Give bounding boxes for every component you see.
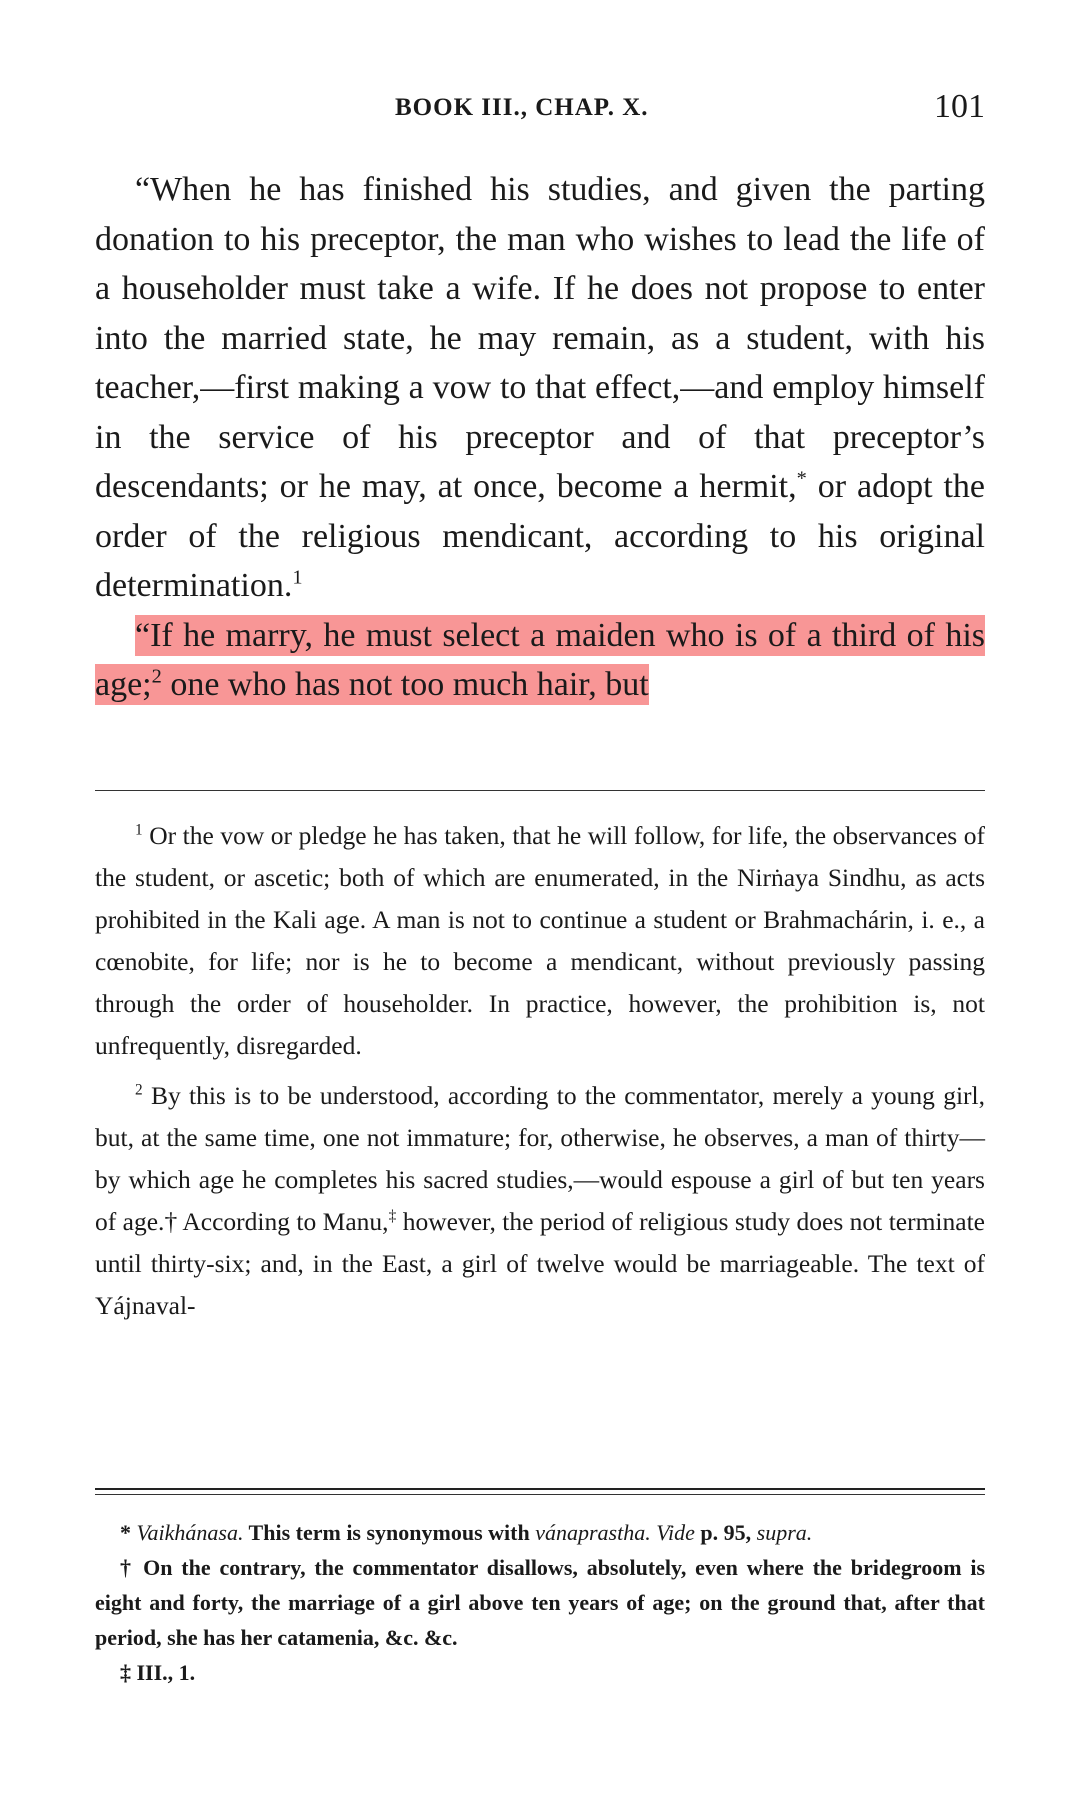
footnote-divider [95,790,985,791]
sidenotes [95,1515,985,1690]
footnote-ref-1[interactable]: 1 [292,566,303,589]
double-dagger-ref[interactable]: ‡ [388,1207,397,1225]
page-header [95,88,985,128]
footnote-2: $^2$ By this is to be understood, according to the commentator, merely a young girl, but, at the same time, one not immature; for, otherwise, he observes, a man of thirty—by which age he completes his sacred studies,—would espouse a girl of but ten years of age.† According to Manu,‡ however, the period of religious study does not terminate until thirty-six; and, in the East, a girl of twelve would be marriageable. The text of Yájnaval- [95,1081,986,1320]
footnote-ref-star[interactable]: * [796,467,807,490]
footnotes [95,815,985,1335]
sidenote-double-dagger: ‡ III., 1. [120,1660,196,1685]
sidenote-divider-1 [95,1488,985,1490]
page-number: 101 [934,88,985,125]
footnote-ref-2[interactable]: 2 [151,665,162,688]
highlighted-text: “If he marry, he must select a maiden who is of a third of his age;$^2$ one who has not too much hair, but [95,616,985,703]
sidenote-divider-2 [95,1494,985,1495]
main-paragraph-1: “When he has finished his studies, and given the parting donation to his preceptor, the man who wishes to lead the life of a householder must take a wife. If he does not propose to enter into the married state, he may remain, as a student, with his teacher,—first making a vow to that effect,—and employ himself in the service of his preceptor and of that preceptor’s descendants; or he may, at once, become a hermit,* or adopt the order of the religious mendicant, according to his original determination.$^1$ [95,171,985,604]
sidenote-star: * Vaikhánasa. This term is synonymous with vánaprastha. Vide p. 95, supra. [120,1520,813,1545]
running-head: BOOK III., CHAP. X. [395,94,649,121]
main-paragraph-2 [95,611,985,710]
main-text [95,165,985,710]
dagger-ref[interactable]: † [164,1207,178,1236]
footnote-1: $^1$ Or the vow or pledge he has taken, that he will follow, for life, the observances of the student, or ascetic; both of which are enumerated, in the Nirṅaya Sindhu, as acts prohibited in the Kali age. A man is not to continue a student or Brahmachárin, i. e., a cœnobite, for life; nor is he to become a mendicant, without previously passing through the order of householder. In practice, however, the prohibition is, not unfrequently, disregarded. [95,821,985,1060]
sidenote-dagger: † On the contrary, the commentator disallows, absolutely, even where the bridegroom is eight and forty, the marriage of a girl above ten years of age; on the ground that, after that period, she has her catamenia, &c. &c. [95,1555,986,1650]
